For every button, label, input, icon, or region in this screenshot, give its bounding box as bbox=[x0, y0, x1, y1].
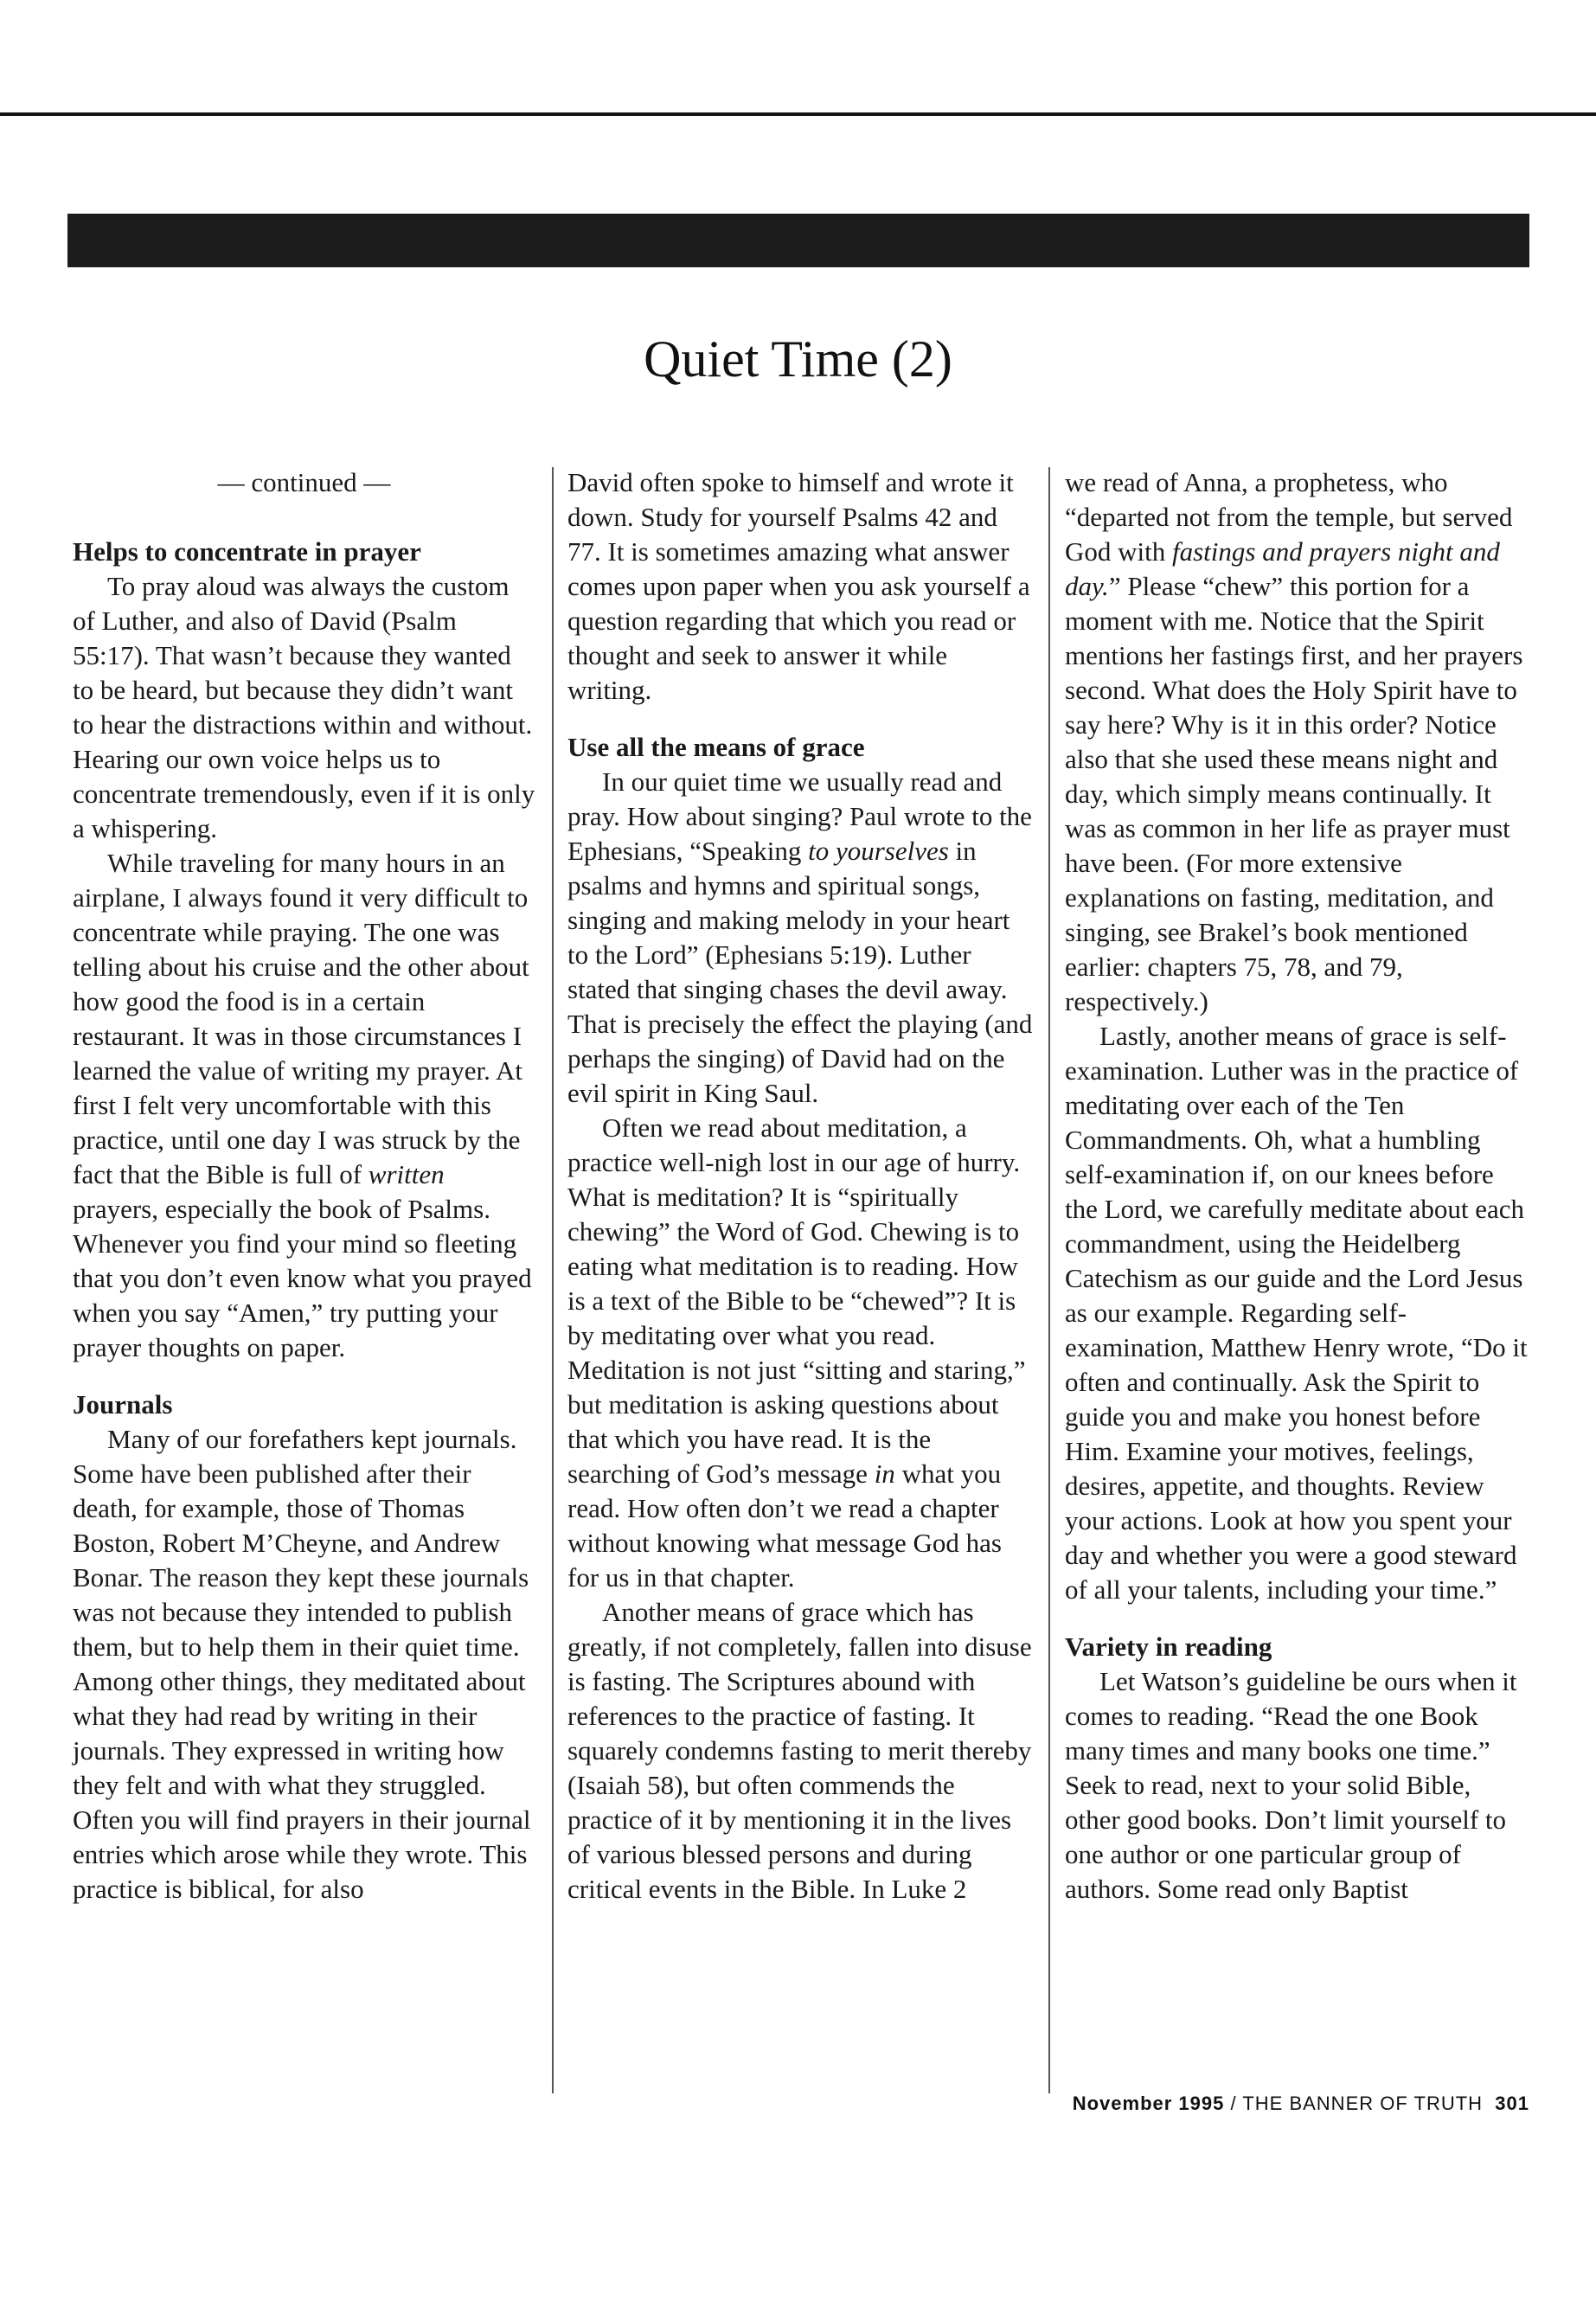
paragraph: Many of our forefathers kept journals. Some have been published after their death, for example, those of Thomas Boston, Robert M’Cheyne, and Andrew Bonar. The reason they kept these journals was not because they intended to publish them, but to help them in their quiet time. Among other things, they meditated about what they had read by writing in their journals. They expressed in writing how they felt and with what they struggled. Often you will find prayers in their journal entries which arose while they wrote. This practice is biblical, for also bbox=[73, 1424, 531, 1904]
section-heading-variety: Variety in reading bbox=[1065, 1631, 1272, 1662]
paragraph: In our quiet time we usually read and pray. How about singing? Paul wrote to the Ephesians, “Speaking to yourselves in psalms and hymns and spiritual songs, singing and making melody in your heart to the Lord” (Ephesians 5:19). Luther stated that singing chases the devil away. That is precisely the effect the playing (and perhaps the singing) of David had on the evil spirit in King Saul. bbox=[567, 766, 1033, 1108]
column-1 bbox=[73, 465, 535, 1907]
page-number: 301 bbox=[1495, 2093, 1529, 2114]
column-2 bbox=[567, 465, 1035, 1907]
footer-publication: THE BANNER OF TRUTH bbox=[1242, 2093, 1484, 2114]
column-divider-2 bbox=[1048, 467, 1050, 2093]
footer-separator: / bbox=[1224, 2093, 1243, 2114]
column-3 bbox=[1065, 465, 1528, 1907]
continued-note: — continued — bbox=[217, 467, 391, 497]
paragraph: we read of Anna, a prophetess, who “departed not from the temple, but served God with fastings and prayers night and day.” Please “chew” this portion for a moment with me. Notice that the Spirit mentions her fastings first, and her prayers second. What does the Holy Spirit have to say here? Why is it in this order? Notice also that she used these means night and day, which simply means continually. It was as common in her life as prayer must have been. (For more extensive explanations on fasting, meditation, and singing, see Brakel’s book mentioned earlier: chapters 75, 78, and 79, respectively.) bbox=[1065, 467, 1523, 1016]
section-heading-prayer: Helps to concentrate in prayer bbox=[73, 536, 421, 567]
paragraph: Another means of grace which has greatly, if not completely, fallen into disuse is fasting. The Scriptures abound with references to the practice of fasting. It squarely condemns fasting to merit thereby (Isaiah 58), but often commends the practice of it by mentioning it in the lives of various blessed persons and during critical events in the Bible. In Luke 2 bbox=[567, 1597, 1032, 1904]
paragraph: Let Watson’s guideline be ours when it comes to reading. “Read the one Book many times and many books one time.” Seek to read, next to your solid Bible, other good books. Don’t limit yourself to one author or one particular group of authors. Some read only Baptist bbox=[1065, 1666, 1517, 1904]
top-rule bbox=[0, 112, 1596, 116]
section-heading-means-of-grace: Use all the means of grace bbox=[567, 732, 865, 762]
footer-date: November 1995 bbox=[1072, 2093, 1225, 2114]
header-bar bbox=[67, 214, 1529, 267]
section-heading-journals: Journals bbox=[73, 1389, 173, 1420]
page-footer bbox=[1073, 2091, 1529, 2117]
paragraph: To pray aloud was always the custom of Luther, and also of David (Psalm 55:17). That wasn’t because they wanted to be heard, but because they didn’t want to hear the distractions within and without. Hearing our own voice helps us to concentrate tremendously, even if it is only a whispering. bbox=[73, 571, 535, 843]
paragraph: Lastly, another means of grace is self-examination. Luther was in the practice of meditating over each of the Ten Commandments. Oh, what a humbling self-examination if, on our knees before the Lord, we carefully meditate about each commandment, using the Heidelberg Catechism as our guide and the Lord Jesus as our example. Regarding self-examination, Matthew Henry wrote, “Do it often and continually. Ask the Spirit to guide you and make you honest before Him. Examine your motives, feelings, desires, appetite, and thoughts. Review your actions. Look at how you spent your day and whether you were a good steward of all your talents, including your time.” bbox=[1065, 1021, 1528, 1605]
paragraph: Often we read about meditation, a practice well-nigh lost in our age of hurry. What is meditation? It is “spiritually chewing” the Word of God. Chewing is to eating what meditation is to reading. How is a text of the Bible to be “chewed”? It is by meditating over what you read. Meditation is not just “sitting and staring,” but meditation is asking questions about that which you have read. It is the searching of God’s message in what you read. How often don’t we read a chapter without knowing what message God has for us in that chapter. bbox=[567, 1112, 1026, 1593]
paragraph: While traveling for many hours in an airplane, I always found it very difficult to concentrate while praying. The one was telling about his cruise and the other about how good the food is in a certain restaurant. It was in those circumstances I learned the value of writing my prayer. At first I felt very uncomfortable with this practice, until one day I was struck by the fact that the Bible is full of written prayers, especially the book of Psalms. Whenever you find your mind so fleeting that you don’t even know what you prayed when you say “Amen,” try putting your prayer thoughts on paper. bbox=[73, 848, 532, 1362]
column-divider-1 bbox=[552, 467, 554, 2093]
page-title: Quiet Time (2) bbox=[644, 330, 952, 388]
paragraph: David often spoke to himself and wrote it down. Study for yourself Psalms 42 and 77. It is sometimes amazing what answer comes upon paper when you ask yourself a question regarding that which you read or thought and seek to answer it while writing. bbox=[567, 467, 1030, 705]
